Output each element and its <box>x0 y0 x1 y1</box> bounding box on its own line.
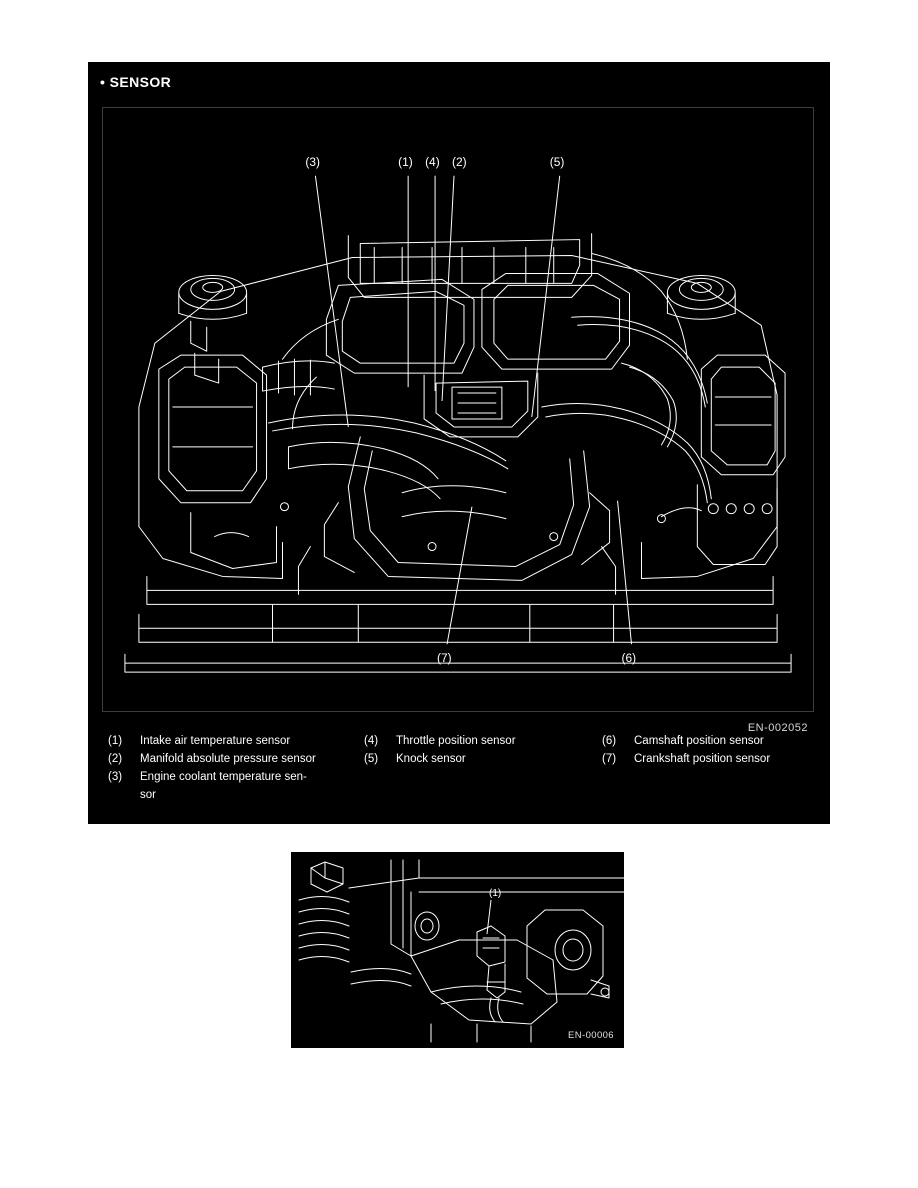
engine-bay-line-drawing <box>103 108 813 711</box>
legend-label: Intake air temperature sensor <box>140 735 291 747</box>
legend-label: Knock sensor <box>396 753 466 765</box>
bullet-marker: • <box>100 74 106 90</box>
legend-item <box>602 752 817 767</box>
legend-item <box>364 734 594 749</box>
legend-column-2 <box>364 734 594 770</box>
legend-item <box>108 734 348 749</box>
legend-item <box>602 734 817 749</box>
legend-label: Camshaft position sensor <box>634 735 764 747</box>
legend-number: (5) <box>364 753 379 765</box>
legend-label: Engine coolant temperature sen- <box>140 771 307 783</box>
callout-2: (2) <box>452 154 467 169</box>
callout-7: (7) <box>437 651 452 666</box>
legend-label: sor <box>140 789 156 801</box>
callout-3: (3) <box>305 154 321 169</box>
section-heading <box>100 74 171 90</box>
legend-number: (4) <box>364 735 379 747</box>
legend-column-3 <box>602 734 817 770</box>
legend-item <box>108 752 348 767</box>
detail-callout-1: (1) <box>489 888 502 899</box>
callout-4: (4) <box>425 154 440 169</box>
legend-label: Crankshaft position sensor <box>634 753 771 765</box>
legend-number: (3) <box>108 771 123 783</box>
legend-item-continuation <box>108 788 348 803</box>
callout-5: (5) <box>549 154 565 169</box>
detail-figure-block <box>291 852 624 1048</box>
engine-diagram-frame <box>102 107 814 712</box>
callout-6: (6) <box>621 651 637 666</box>
callout-1: (1) <box>398 154 413 169</box>
legend-label: Manifold absolute pressure sensor <box>140 753 316 765</box>
legend-column-1 <box>108 734 348 806</box>
legend-number: (2) <box>108 753 123 765</box>
legend-label: Throttle position sensor <box>396 735 516 747</box>
intake-air-temp-sensor-detail-drawing <box>291 852 624 1048</box>
legend-number: (7) <box>602 753 617 765</box>
detail-figure-image-id: EN-00006 <box>568 1030 614 1041</box>
page-title: SENSOR <box>109 74 172 90</box>
legend-number <box>108 788 140 803</box>
figure-image-id: EN-002052 <box>747 722 808 734</box>
legend-number: (1) <box>108 735 123 747</box>
sensor-figure-block <box>88 62 830 824</box>
legend-item <box>364 752 594 767</box>
legend-item <box>108 770 348 785</box>
legend-number: (6) <box>602 735 617 747</box>
